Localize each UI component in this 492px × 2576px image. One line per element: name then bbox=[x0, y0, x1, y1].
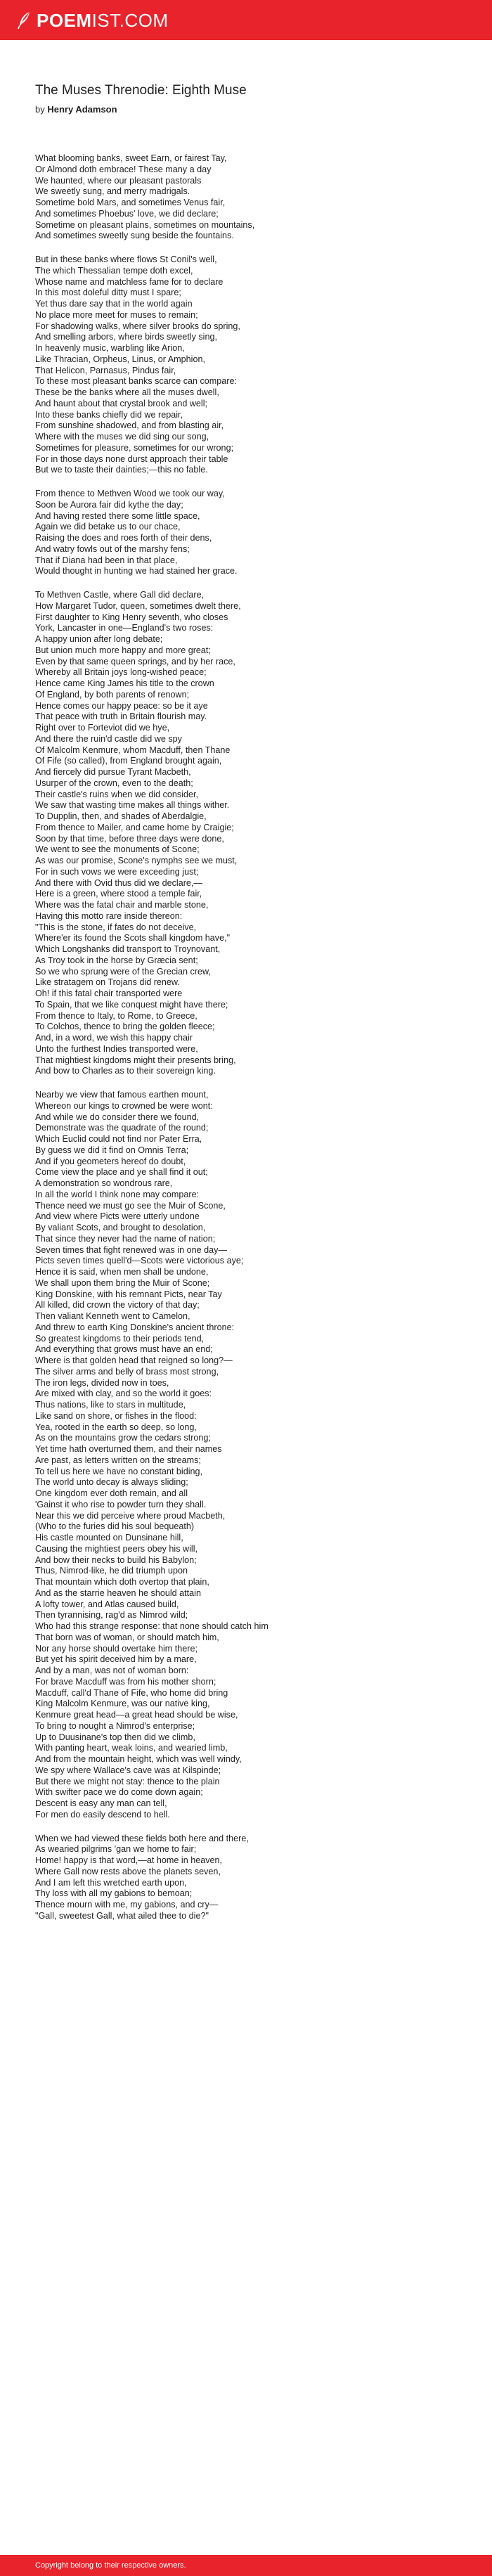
poem-line: That peace with truth in Britain flourish may. bbox=[35, 711, 207, 722]
poem-line: As Troy took in the horse by Græcia sent; bbox=[35, 955, 198, 965]
site-logo[interactable] bbox=[17, 10, 169, 31]
poem-line: Would thought in hunting we had stained her grace. bbox=[35, 566, 238, 577]
poem-line: Of Fife (so called), from England brought again, bbox=[35, 756, 222, 766]
poem-line: Which Longshanks did transport to Troynovant, bbox=[35, 944, 221, 954]
poem-line: Like stratagem on Trojans did renew. bbox=[35, 977, 180, 988]
poem-line: "This is the stone, if fates do not deceive, bbox=[35, 922, 197, 932]
poem-title: The Muses Threnodie: Eighth Muse bbox=[35, 83, 247, 98]
poem-line: Like Thracian, Orpheus, Linus, or Amphion, bbox=[35, 354, 205, 364]
byline-prefix: by bbox=[35, 104, 45, 115]
poem-line: Whose name and matchless fame for to declare bbox=[35, 276, 224, 287]
poem-line: Where'er its found the Scots shall kingdom have," bbox=[35, 933, 231, 944]
site-header bbox=[0, 0, 492, 40]
poem-line: By valiant Scots, and brought to desolation, bbox=[35, 1223, 206, 1232]
poem-line: But yet his spirit deceived him by a mare, bbox=[35, 1654, 197, 1665]
poem-line: York, Lancaster in one—England's two roses: bbox=[35, 623, 214, 633]
poem-line: Where was the fatal chair and marble stone, bbox=[35, 900, 209, 910]
poem-line: And while we do consider there we found, bbox=[35, 1112, 200, 1122]
poem-line: Yet time hath overturned them, and their names bbox=[35, 1444, 222, 1454]
poem-line: Sometime on pleasant plains, sometimes on mountains, bbox=[35, 219, 255, 230]
poem-line: Hence came King James his title to the crown bbox=[35, 678, 214, 688]
poem-line: And, in a word, we wish this happy chair bbox=[35, 1033, 193, 1043]
poem-line: Whereby all Britain joys long-wished peace; bbox=[35, 667, 207, 678]
poem-line: We saw that wasting time makes all things wither. bbox=[35, 800, 230, 811]
poem-line: King Donskine, with his remnant Picts, near Tay bbox=[35, 1289, 222, 1299]
poem-line: Usurper of the crown, even to the death; bbox=[35, 778, 193, 788]
poem-line: For in such vows we were exceeding just; bbox=[35, 866, 199, 877]
poem-line: To these most pleasant banks scarce can compare: bbox=[35, 376, 238, 387]
poem-line: Seven times that fight renewed was in one day— bbox=[35, 1244, 228, 1255]
poem-line: That mountain which doth overtop that plain, bbox=[35, 1577, 209, 1587]
poem-line: The iron legs, divided now in toes, bbox=[35, 1377, 169, 1388]
poem-line: The which Thessalian tempe doth excel, bbox=[35, 265, 193, 276]
poem-line: As wearied pilgrims 'gan we home to fair; bbox=[35, 1844, 197, 1855]
poem-line: One kingdom ever doth remain, and all bbox=[35, 1488, 188, 1498]
poem-line: Macduff, call'd Thane of Fife, who home did bring bbox=[35, 1687, 228, 1698]
poem-line: With panting heart, weak loins, and wearied limb, bbox=[35, 1743, 228, 1753]
poem-line: Which Euclid could not find nor Pater Erra, bbox=[35, 1134, 202, 1144]
poem-line: Hence comes our happy peace: so be it aye bbox=[35, 700, 208, 711]
poem-line: That mightiest kingdoms might their presents bring, bbox=[35, 1055, 236, 1065]
poem-line: And haunt about that crystal brook and well; bbox=[35, 398, 208, 408]
poem-line: Are mixed with clay, and so the world it goes: bbox=[35, 1389, 212, 1399]
poem-line: Like sand on shore, or fishes in the flood: bbox=[35, 1410, 197, 1421]
poem-body bbox=[35, 153, 464, 1935]
poem-line: Causing the mightiest peers obey his will, bbox=[35, 1543, 198, 1554]
poem-byline bbox=[35, 104, 117, 115]
poem-line: Home! happy is that word,—at home in heaven, bbox=[35, 1855, 223, 1865]
poem-line: A demonstration so wondrous rare, bbox=[35, 1178, 173, 1188]
poem-line: And sometimes Phoebus' love, we did declare; bbox=[35, 208, 219, 219]
poem-line: A happy union after long debate; bbox=[35, 634, 163, 644]
poem-line: We sweetly sung, and merry madrigals. bbox=[35, 186, 190, 197]
poem-line: Descent is easy any man can tell, bbox=[35, 1798, 167, 1808]
poem-line: Kenmure great head—a great head should be wise, bbox=[35, 1710, 238, 1720]
poem-line: Picts seven times quell'd—Scots were victorious aye; bbox=[35, 1256, 244, 1266]
poem-line: And if you geometers hereof do doubt, bbox=[35, 1156, 186, 1166]
poem-line: Sometimes for pleasure, sometimes for our wrong; bbox=[35, 442, 234, 453]
poem-line: Having this motto rare inside thereon: bbox=[35, 910, 183, 921]
poem-line: When we had viewed these fields both here and there, bbox=[35, 1833, 249, 1843]
stanza bbox=[35, 489, 464, 577]
poem-line: Thus nations, like to stars in multitude, bbox=[35, 1400, 186, 1410]
poem-line: To Colchos, thence to bring the golden fleece; bbox=[35, 1022, 215, 1032]
poem-line: Or Almond doth embrace! These many a day bbox=[35, 164, 212, 174]
poem-line: Into these banks chiefly did we repair, bbox=[35, 409, 183, 420]
poem-line: Even by that same queen springs, and by her race, bbox=[35, 656, 235, 666]
poem-line: To bring to nought a Nimrod's enterprise; bbox=[35, 1720, 195, 1731]
quill-pen-icon bbox=[17, 11, 32, 30]
poem-line: How Margaret Tudor, queen, sometimes dwelt there, bbox=[35, 600, 241, 611]
poem-line: With swifter pace we do come down again; bbox=[35, 1787, 203, 1798]
poem-line: By guess we did it find on Omnis Terra; bbox=[35, 1145, 189, 1155]
poem-line: Where is that golden head that reigned so long?— bbox=[35, 1355, 233, 1365]
poem-line: Right over to Forteviot did we hye, bbox=[35, 723, 170, 733]
poem-line: That if Diana had been in that place, bbox=[35, 555, 178, 565]
site-footer bbox=[0, 2555, 492, 2576]
poem-line: First daughter to King Henry seventh, who closes bbox=[35, 612, 228, 622]
poem-line: From thence to Methven Wood we took our way, bbox=[35, 489, 225, 498]
poem-line: Here is a green, where stood a temple fair, bbox=[35, 889, 202, 899]
poem-line: And by a man, was not of woman born: bbox=[35, 1666, 189, 1675]
poem-line: And bow to Charles as to their sovereign king. bbox=[35, 1066, 216, 1076]
poem-line: From thence to Mailer, and came home by Craigie; bbox=[35, 822, 234, 832]
poem-line: And smelling arbors, where birds sweetly sing, bbox=[35, 332, 217, 342]
poem-line: The silver arms and belly of brass most strong, bbox=[35, 1366, 219, 1377]
poem-line: For shadowing walks, where silver brooks do spring, bbox=[35, 321, 240, 331]
stanza bbox=[35, 1834, 464, 1922]
poem-line: For men do easily descend to hell. bbox=[35, 1809, 170, 1820]
poem-line: And there the ruin'd castle did we spy bbox=[35, 733, 182, 744]
poem-line: And sometimes sweetly sung beside the fountains. bbox=[35, 231, 234, 241]
poem-line: And having rested there some little space, bbox=[35, 510, 200, 521]
poem-line: We haunted, where our pleasant pastorals bbox=[35, 175, 202, 186]
poem-line: To Spain, that we like conquest might have there; bbox=[35, 999, 228, 1010]
poem-line: His castle mounted on Dunsinane hill, bbox=[35, 1533, 183, 1543]
poem-line: Thy loss with all my gabions to bemoan; bbox=[35, 1888, 193, 1899]
poem-line: To Methven Castle, where Gall did declare, bbox=[35, 590, 205, 600]
poem-line: Their castle's ruins when we did consider, bbox=[35, 789, 199, 799]
poem-line: Nor any horse should overtake him there; bbox=[35, 1643, 198, 1654]
poem-line: And threw to earth King Donskine's ancient throne: bbox=[35, 1322, 235, 1332]
poem-line: Where with the muses we did sing our song, bbox=[35, 432, 209, 442]
copyright-text: Copyright belong to their respective owners. bbox=[35, 2561, 186, 2570]
poem-line: Raising the does and roes forth of their dens, bbox=[35, 533, 212, 543]
poem-line: But union much more happy and more great; bbox=[35, 645, 211, 655]
poem-line: No place more meet for muses to remain; bbox=[35, 309, 198, 320]
poem-line: And I am left this wretched earth upon, bbox=[35, 1877, 187, 1888]
poem-line: Of England, by both parents of renown; bbox=[35, 689, 190, 700]
poem-line: Up to Duusinane's top then did we climb, bbox=[35, 1732, 195, 1742]
poem-line: Hence it is said, when men shall be undone, bbox=[35, 1267, 209, 1277]
poem-line: As was our promise, Scone's nymphs see we must, bbox=[35, 856, 238, 865]
poem-line: Nearby we view that famous earthen mount, bbox=[35, 1090, 209, 1100]
poem-line: And as the starrie heaven he should attain bbox=[35, 1588, 201, 1598]
poem-line: And watry fowls out of the marshy fens; bbox=[35, 543, 190, 554]
poem-line: And everything that grows must have an end; bbox=[35, 1344, 213, 1355]
poem-line: We shall upon them bring the Muir of Scone; bbox=[35, 1277, 210, 1288]
poem-line: Of Malcolm Kenmure, whom Macduff, then Thane bbox=[35, 745, 231, 755]
poem-line: But in these banks where flows St Conil's well, bbox=[35, 255, 217, 264]
poem-line: To tell us here we have no constant biding, bbox=[35, 1466, 203, 1476]
poem-line: In heavenly music, warbling like Arion, bbox=[35, 343, 185, 353]
poem-line: Who had this strange response: that none should catch him bbox=[35, 1621, 268, 1631]
poem-line: All killed, did crown the victory of that day; bbox=[35, 1300, 200, 1310]
poem-line: But we to taste their dainties;—this no fable. bbox=[35, 465, 208, 475]
poem-line: Yea, rooted in the earth so deep, so long, bbox=[35, 1422, 197, 1432]
poem-line: Come view the place and ye shall find it out; bbox=[35, 1167, 208, 1178]
poem-line: These be the banks where all the muses dwell, bbox=[35, 387, 219, 397]
poem-line: And view where Picts were utterly undone bbox=[35, 1211, 200, 1222]
poem-line: So greatest kingdoms to their periods tend, bbox=[35, 1333, 205, 1344]
poem-line: Where Gall now rests above the planets seven, bbox=[35, 1866, 221, 1876]
poem-line: The world unto decay is always sliding; bbox=[35, 1477, 188, 1488]
poem-line: And from the mountain height, which was well windy, bbox=[35, 1754, 242, 1764]
poem-line: In this most doleful ditty must I spare; bbox=[35, 288, 181, 298]
stanza bbox=[35, 153, 464, 242]
poem-line: From thence to Italy, to Rome, to Greece, bbox=[35, 1010, 198, 1021]
poem-line: Then tyrannising, rag'd as Nimrod wild; bbox=[35, 1610, 188, 1621]
poem-line: Demonstrate was the quadrate of the round; bbox=[35, 1123, 209, 1133]
poem-line: A lofty tower, and Atlas caused build, bbox=[35, 1599, 179, 1609]
poem-line: That Helicon, Parnasus, Pindus fair, bbox=[35, 365, 176, 375]
logo-light-text: IST.COM bbox=[91, 9, 169, 31]
logo-strong-text: POEM bbox=[37, 9, 92, 31]
poem-line: So we who sprung were of the Grecian crew, bbox=[35, 966, 211, 977]
poem-line: To Dupplin, then, and shades of Aberdalgie, bbox=[35, 811, 207, 821]
stanza bbox=[35, 590, 464, 1077]
poem-line: For brave Macduff was from his mother shorn; bbox=[35, 1676, 216, 1687]
poem-line: That born was of woman, or should match him, bbox=[35, 1632, 219, 1642]
poem-line: King Malcolm Kenmure, was our native king, bbox=[35, 1699, 210, 1709]
poem-line: Sometime bold Mars, and sometimes Venus fair, bbox=[35, 198, 226, 207]
poem-line: Are past, as letters written on the streams; bbox=[35, 1455, 201, 1465]
poem-line: Soon by that time, before three days were done, bbox=[35, 833, 224, 844]
poem-line: (Who to the furies did his soul bequeath) bbox=[35, 1521, 195, 1532]
poem-line: Thence need we must go see the Muir of Scone, bbox=[35, 1200, 226, 1211]
poem-line: Oh! if this fatal chair transported were bbox=[35, 988, 183, 998]
poem-line: For in those days none durst approach their table bbox=[35, 453, 228, 464]
poem-line: 'Gainst it who rise to powder turn they shall. bbox=[35, 1499, 207, 1509]
stanza bbox=[35, 1090, 464, 1821]
poem-line: Soon be Aurora fair did kythe the day; bbox=[35, 499, 183, 510]
poem-line: Unto the furthest Indies transported were, bbox=[35, 1043, 198, 1054]
poem-line: And bow their necks to build his Babylon; bbox=[35, 1554, 197, 1565]
stanza bbox=[35, 255, 464, 476]
poem-line: But there we might not stay: thence to the plain bbox=[35, 1776, 220, 1786]
poem-line: And there with Ovid thus did we declare,— bbox=[35, 877, 203, 888]
poem-line: Whereon our kings to crowned be were wont: bbox=[35, 1100, 213, 1111]
poem-line: As on the mountains grow the cedars strong; bbox=[35, 1433, 211, 1443]
author-name[interactable]: Henry Adamson bbox=[47, 104, 117, 115]
poem-line: We went to see the monuments of Scone; bbox=[35, 844, 200, 855]
poem-line: And fiercely did pursue Tyrant Macbeth, bbox=[35, 767, 191, 777]
poem-line: What blooming banks, sweet Earn, or fairest Tay, bbox=[35, 153, 227, 163]
poem-line: Thence mourn with me, my gabions, and cry— bbox=[35, 1900, 219, 1910]
poem-line: Then valiant Kenneth went to Camelon, bbox=[35, 1311, 190, 1321]
poem-line: In all the world I think none may compare: bbox=[35, 1189, 200, 1199]
poem-line: Thus, Nimrod-like, he did triumph upon bbox=[35, 1566, 188, 1576]
poem-line: Again we did betake us to our chace, bbox=[35, 522, 181, 532]
poem-line: From sunshine shadowed, and from blasting air, bbox=[35, 420, 224, 431]
poem-line: Yet thus dare say that in the world again bbox=[35, 299, 193, 309]
poem-line: "Gall, sweetest Gall, what ailed thee to die?" bbox=[35, 1910, 209, 1921]
poem-line: Near this we did perceive where proud Macbeth, bbox=[35, 1510, 226, 1521]
poem-line: We spy where Wallace's cave was at Kilspinde; bbox=[35, 1765, 221, 1775]
poem-line: That since they never had the name of nation; bbox=[35, 1233, 216, 1244]
